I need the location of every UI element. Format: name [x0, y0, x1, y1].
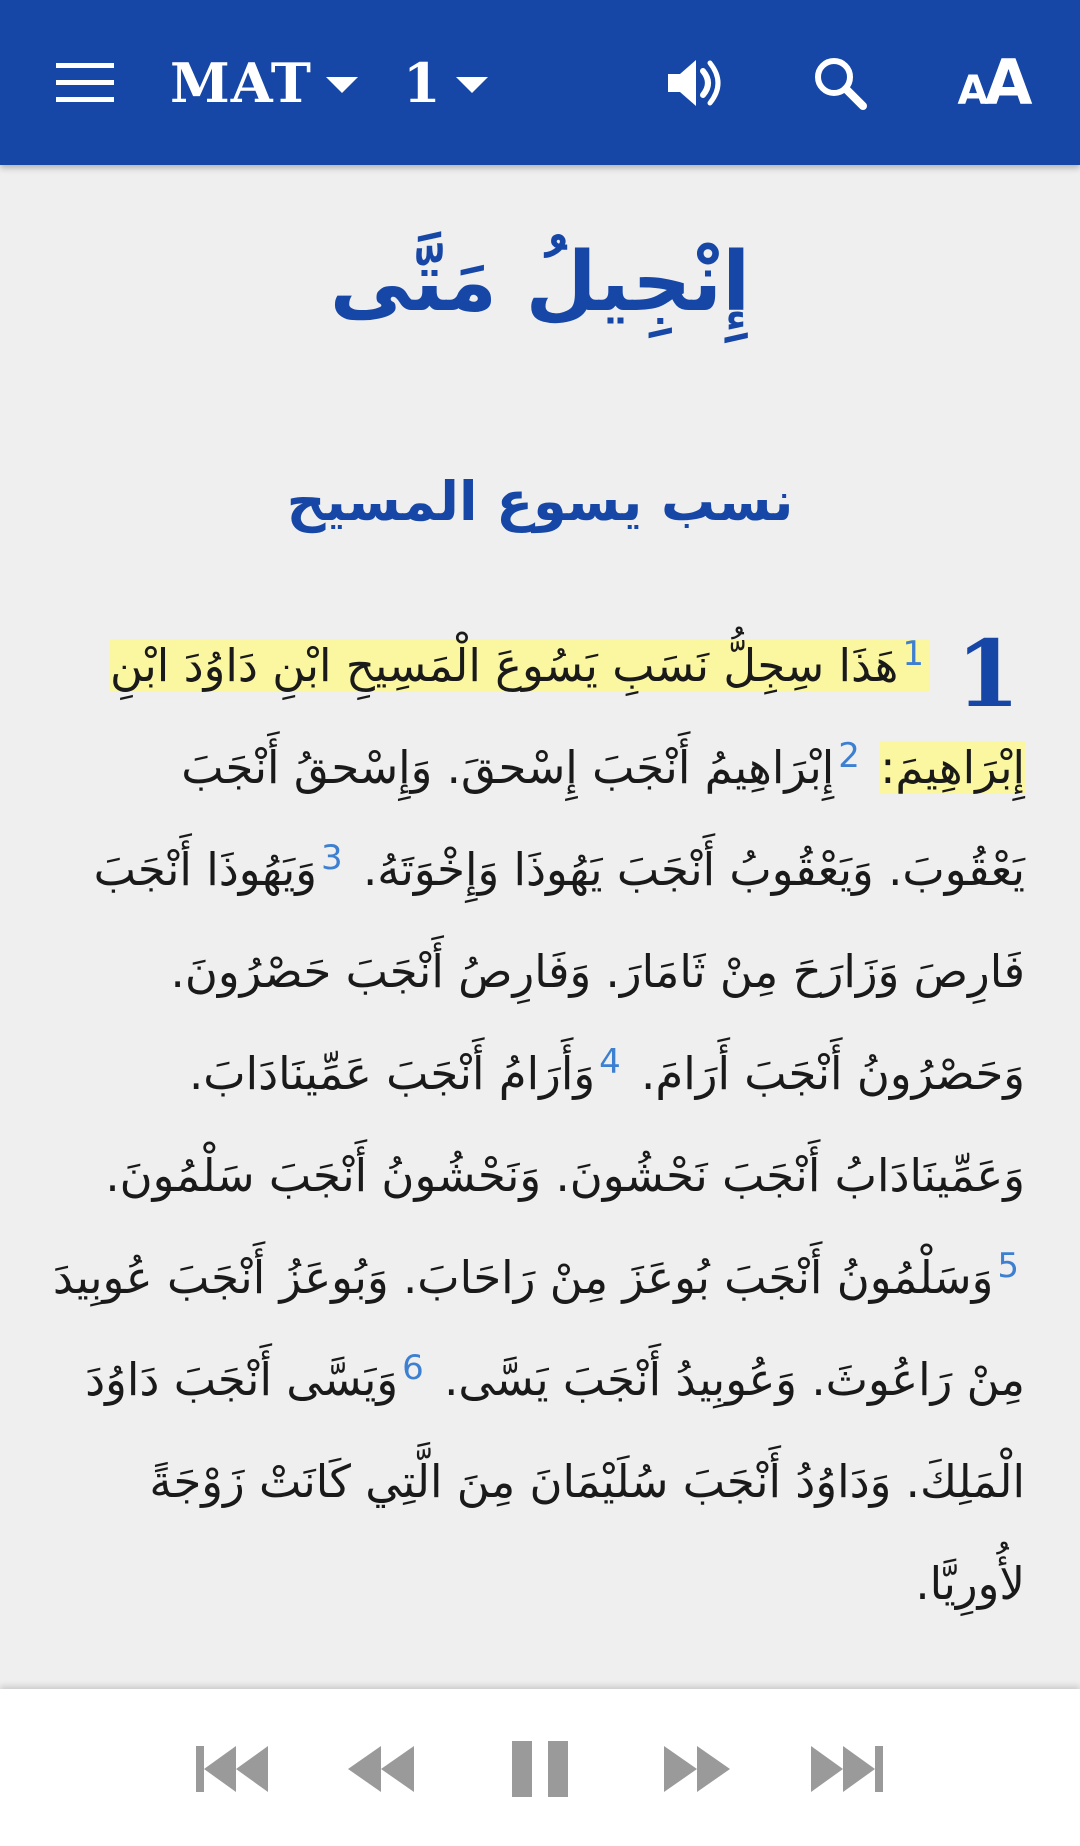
- menu-icon: [56, 63, 114, 103]
- pause-button[interactable]: [495, 1729, 585, 1809]
- verse-text: هَذَا سِجِلُّ نَسَبِ يَسُوعَ الْمَسِيحِ ابْنِ دَاوُدَ ابْنِ إِبْرَاهِيمَ:: [110, 639, 1025, 794]
- verses-paragraph: [45, 615, 1025, 1635]
- skip-previous-icon: [194, 1744, 270, 1794]
- chapter-number: 1: [955, 620, 1020, 728]
- verse-text: وَسَلْمُونُ أَنْجَبَ بُوعَزَ مِنْ رَاحَابَ. وَبُوعَزُ أَنْجَبَ عُوبِيدَ مِنْ رَاعُوثَ. وَعُوبِيدُ أَنْجَبَ يَسَّى.: [52, 1251, 1025, 1406]
- chevron-down-icon: [456, 77, 488, 93]
- rewind-button[interactable]: [336, 1729, 426, 1809]
- chapter-selector[interactable]: [403, 40, 488, 126]
- chapter-selector-label: 1: [403, 51, 442, 115]
- text-size-button[interactable]: [950, 40, 1040, 126]
- chevron-down-icon: [326, 77, 358, 93]
- skip-next-icon: [809, 1744, 885, 1794]
- rewind-icon: [346, 1744, 416, 1794]
- book-title: إِنْجِيلُ مَتَّى: [329, 235, 751, 330]
- verse-number: 6: [402, 1348, 424, 1388]
- verse-number: 4: [599, 1042, 621, 1082]
- fast-forward-icon: [662, 1744, 732, 1794]
- verse-number: 3: [321, 838, 343, 878]
- section-heading: نسب يسوع المسيح: [286, 470, 794, 533]
- verse-number: 1: [902, 634, 924, 674]
- fast-forward-button[interactable]: [652, 1729, 742, 1809]
- book-selector-label: MAT: [170, 51, 312, 115]
- audio-player-bar: [0, 1689, 1080, 1846]
- book-selector[interactable]: [170, 40, 358, 126]
- scripture-content[interactable]: [0, 165, 1080, 1689]
- search-button[interactable]: [800, 40, 880, 126]
- menu-button[interactable]: [40, 40, 130, 126]
- pause-icon: [512, 1741, 568, 1797]
- verse-text: وَيَهُوذَا أَنْجَبَ فَارِصَ وَزَارَحَ مِنْ ثَامَارَ. وَفَارِصُ أَنْجَبَ حَصْرُونَ. وَحَصْرُونُ أَنْجَبَ أَرَامَ.: [93, 843, 1025, 1100]
- verse-text: إِبْرَاهِيمُ أَنْجَبَ إِسْحقَ. وَإِسْحقُ أَنْجَبَ يَعْقُوبَ. وَيَعْقُوبُ أَنْجَبَ يَهُوذَا وَإِخْوَتَهُ.: [181, 741, 1025, 896]
- top-toolbar: [0, 0, 1080, 165]
- verse-text: وَيَسَّى أَنْجَبَ دَاوُدَ الْمَلِكَ. وَدَاوُدُ أَنْجَبَ سُلَيْمَانَ مِنَ الَّتِي كَانَتْ زَوْجَةً لأُورِيَّا.: [85, 1353, 1025, 1610]
- verse-number: 5: [997, 1246, 1019, 1286]
- text-size-icon: AA: [957, 46, 1033, 119]
- verse-text: وَأَرَامُ أَنْجَبَ عَمِّينَادَابَ. وَعَمِّينَادَابُ أَنْجَبَ نَحْشُونَ. وَنَحْشُونُ أَنْجَبَ سَلْمُونَ.: [105, 1047, 1025, 1202]
- search-icon: [812, 55, 868, 111]
- skip-next-button[interactable]: [802, 1729, 892, 1809]
- volume-icon: [666, 57, 724, 109]
- skip-previous-button[interactable]: [187, 1729, 277, 1809]
- audio-button[interactable]: [655, 40, 735, 126]
- verse-number: 2: [838, 736, 860, 776]
